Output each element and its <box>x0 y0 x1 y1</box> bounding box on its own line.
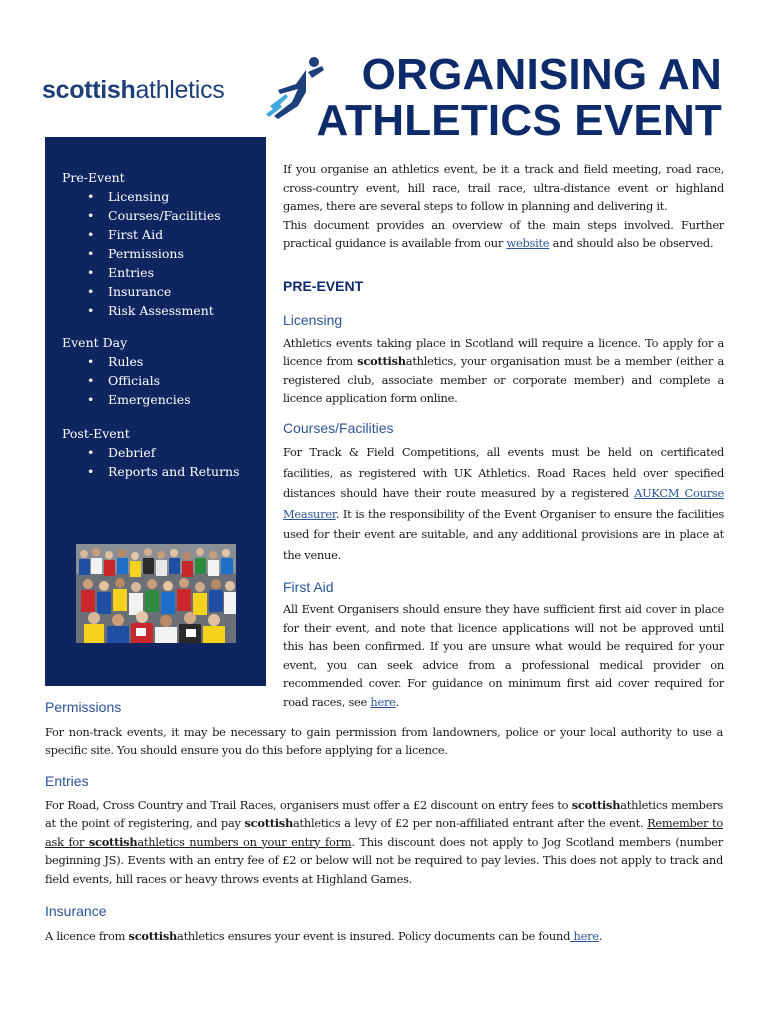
sidebar-group-label: Post-Event <box>62 426 130 441</box>
entries-paragraph <box>45 796 723 889</box>
aukcm-course-measurer-link[interactable]: AUKCM Course Measurer <box>283 486 724 521</box>
heading-licensing: Licensing <box>283 312 343 328</box>
bullet-icon: • <box>87 284 95 299</box>
sidebar-item-entries <box>62 263 221 282</box>
body-text: . <box>598 928 603 943</box>
sidebar-item-label: Permissions <box>108 246 184 261</box>
insurance-section <box>45 902 723 945</box>
bullet-icon: • <box>87 265 95 280</box>
sidebar-group-label: Event Day <box>62 335 128 350</box>
entries-section <box>45 772 723 888</box>
sidebar-item-first-aid <box>62 225 221 244</box>
sidebar-item-insurance <box>62 282 221 301</box>
website-link[interactable]: website <box>506 236 550 250</box>
bullet-icon: • <box>87 373 95 388</box>
brand-text-bold: scottish <box>244 816 293 830</box>
page-title <box>316 52 722 144</box>
sidebar-item-label: Debrief <box>108 445 156 460</box>
body-text: . It is the responsibility of the Event Organiser to ensure the facilities used for their event are suitable, and any additional provisions are in place at the venue. <box>283 506 724 562</box>
main-content <box>283 160 724 711</box>
sidebar-item-label: Licensing <box>108 189 170 204</box>
logo-text-light: athletics <box>135 76 225 104</box>
intro-paragraph-2 <box>283 216 724 253</box>
body-text: . This discount does not apply to Jog Scotland members (number beginning JS). Events with an entry fee of £2 or below will not be required to pay levies. This does not apply to track and field events, hill races or heavy throws events at Highland Games. <box>45 834 723 886</box>
sidebar-item-label: Entries <box>108 265 154 280</box>
body-text: A licence from <box>45 928 129 943</box>
body-text: All Event Organisers should ensure they have sufficient first aid cover in place for their event, and note that licence applications will not be approved until this has been confirmed. If you are unsure what would be required for your event, you can seek advice from a professional medical provider on recommended cover. For guidance on minimum first aid cover required for road races, see <box>283 602 724 709</box>
body-text: numbers on your entry form <box>184 834 352 849</box>
brand-text-light: athletics <box>137 834 185 849</box>
heading-insurance: Insurance <box>45 903 107 919</box>
sidebar-group-label: Pre-Event <box>62 170 125 185</box>
bullet-icon: • <box>87 246 95 261</box>
first-aid-paragraph <box>283 600 724 711</box>
permissions-paragraph: For non-track events, it may be necessary to gain permission from landowners, police or your local authority to use a specific site. You should ensure you do this before applying for a licence. <box>45 724 723 757</box>
brand-text-bold: scottish <box>88 834 138 849</box>
brand-text-bold: scottish <box>357 354 406 368</box>
sidebar-item-label: Insurance <box>108 284 172 299</box>
section-heading-pre-event: PRE-EVENT <box>283 277 364 294</box>
body-text: members at the point of registering, and pay <box>45 797 723 830</box>
intro-text: and should also be observed. <box>549 236 714 250</box>
heading-first-aid: First Aid <box>283 578 334 595</box>
brand-text-light: athletics <box>293 816 341 830</box>
body-text: Athletics events taking place in Scotland will require a licence. To apply for a licence from <box>283 335 724 368</box>
scottishathletics-logo <box>42 76 224 105</box>
intro-paragraph-1: If you organise an athletics event, be it a track and field meeting, road race, cross-country event, hill race, trail race, ultra-distance event or highland games, there are several steps to follow in planning and delivering it. <box>283 162 724 213</box>
first-aid-here-link[interactable]: here <box>370 694 396 709</box>
body-text: Remember to ask for <box>45 816 723 849</box>
body-text: . <box>395 694 400 709</box>
title-line-1: ORGANISING AN <box>361 50 722 99</box>
body-text: For Track & Field Competitions, all events must be held on certificated facilities, as registered with UK Athletics. Road Races held over specified distances should have their route measured by a registered <box>283 445 724 501</box>
crowd-of-runners-photo <box>76 544 236 643</box>
body-text: For Road, Cross Country and Trail Races, organisers must offer a £2 discount on entry fees to <box>45 797 572 812</box>
bullet-icon: • <box>87 189 95 204</box>
bullet-icon: • <box>87 208 95 223</box>
bullet-icon: • <box>87 445 95 460</box>
sidebar-item-label: Emergencies <box>108 392 191 407</box>
insurance-paragraph <box>45 927 723 946</box>
sidebar-group-post-event <box>62 424 240 481</box>
sidebar-item-label: Courses/Facilities <box>108 208 221 223</box>
insurance-here-link[interactable]: here <box>570 928 599 943</box>
sidebar-item-courses-facilities <box>62 206 221 225</box>
sidebar-item-label: Rules <box>108 354 144 369</box>
body-text: , your organisation must be a member (either a registered club, associate member or corporate member) and complete a licence application form online. <box>283 354 724 405</box>
title-line-2: ATHLETICS EVENT <box>316 96 722 145</box>
contents-sidebar <box>45 137 266 686</box>
brand-text-light: athletics <box>177 928 225 943</box>
sidebar-item-licensing <box>62 187 221 206</box>
sidebar-group-pre-event <box>62 168 221 320</box>
bullet-icon: • <box>87 354 95 369</box>
body-text: ensures your event is insured. Policy documents can be found <box>224 928 571 943</box>
heading-entries: Entries <box>45 773 89 789</box>
sidebar-item-permissions <box>62 244 221 263</box>
body-text: a levy of £2 per non-affiliated entrant after the event. <box>340 816 648 830</box>
brand-text-bold: scottish <box>571 797 621 812</box>
sidebar-item-debrief <box>62 443 240 462</box>
brand-text-light: athletics <box>620 797 668 812</box>
bullet-icon: • <box>87 227 95 242</box>
sidebar-item-label: Officials <box>108 373 160 388</box>
sidebar-item-rules <box>62 352 191 371</box>
sidebar-item-label: First Aid <box>108 227 164 242</box>
permissions-section <box>45 698 723 760</box>
heading-permissions: Permissions <box>45 699 122 715</box>
heading-courses-facilities: Courses/Facilities <box>283 419 394 436</box>
sidebar-group-event-day <box>62 333 191 409</box>
sidebar-item-risk-assessment <box>62 301 221 320</box>
bullet-icon: • <box>87 464 95 479</box>
brand-text-bold: scottish <box>128 928 178 943</box>
sidebar-item-label: Reports and Returns <box>108 464 240 479</box>
sidebar-item-label: Risk Assessment <box>108 303 214 318</box>
licensing-paragraph <box>283 334 724 408</box>
sidebar-item-emergencies <box>62 390 191 409</box>
brand-text-light: athletics <box>405 354 454 368</box>
sidebar-item-officials <box>62 371 191 390</box>
intro-text: This document provides an overview of the main steps involved. Further practical guidance is available from our <box>283 217 724 250</box>
sidebar-item-reports-and-returns <box>62 462 240 481</box>
bullet-icon: • <box>87 392 95 407</box>
logo-text-bold: scottish <box>42 76 136 104</box>
bullet-icon: • <box>87 303 95 318</box>
courses-paragraph <box>283 442 724 566</box>
